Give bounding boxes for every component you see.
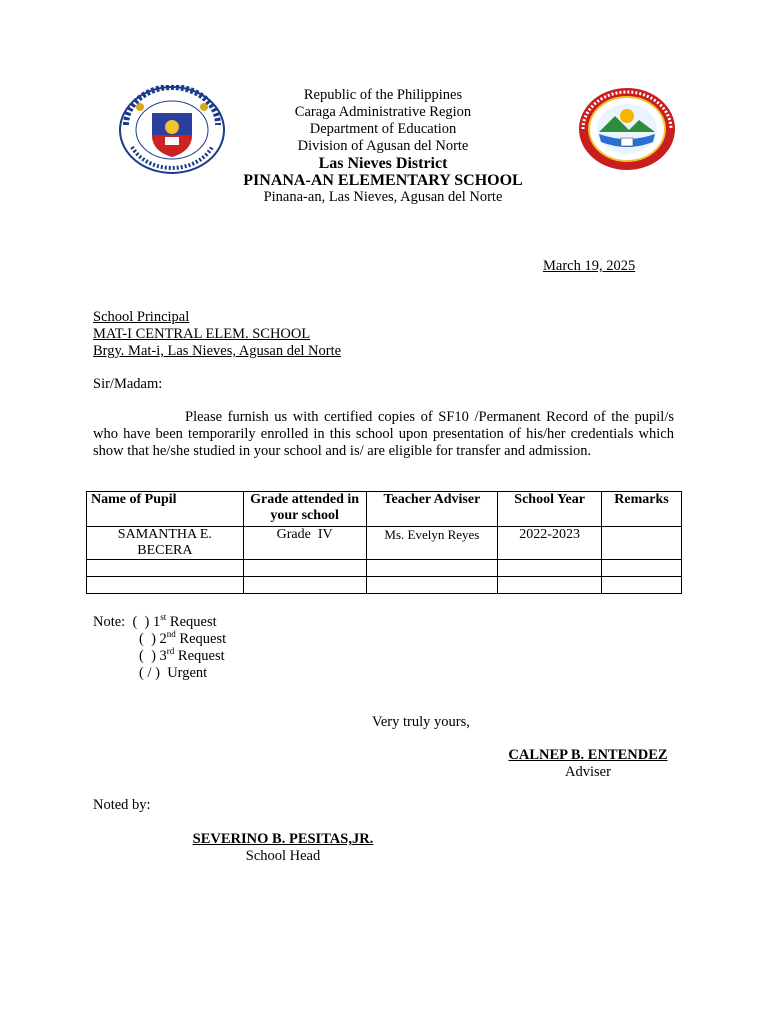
col-header-year: School Year — [498, 492, 602, 527]
closing: Very truly yours, — [372, 714, 470, 730]
empty-cell — [366, 560, 498, 577]
header-line-department: Department of Education — [309, 121, 457, 137]
recipient-title: School Principal — [93, 309, 190, 325]
empty-cell — [498, 560, 602, 577]
cell-year: 2022-2023 — [498, 527, 602, 560]
header-district: Las Nieves District — [318, 155, 448, 172]
division-seal-logo — [577, 86, 677, 177]
recipient-address: Brgy. Mat-i, Las Nieves, Agusan del Norte — [93, 343, 342, 359]
empty-cell — [243, 560, 366, 577]
note-option-3-text: Request — [174, 648, 225, 664]
table-row — [87, 560, 682, 577]
note-option-3-num: 3 — [159, 648, 167, 664]
empty-cell — [498, 577, 602, 594]
empty-cell — [602, 577, 682, 594]
note-label: Note: — [93, 614, 126, 630]
empty-cell — [366, 577, 498, 594]
school-head-name: SEVERINO B. PESITAS,JR. — [192, 831, 374, 847]
table-row — [87, 527, 682, 560]
letter-body-text: Please furnish us with certified copies of SF10 /Permanent Record of the pupil/s who have been temporarily enrolled in this school upon presentation of his/her credentials which show that he/she studied in your school and is/ are eligible for transfer and admission. — [93, 409, 674, 459]
recipient-school: MAT-I CENTRAL ELEM. SCHOOL — [93, 326, 311, 342]
letter-date: March 19, 2025 — [543, 258, 636, 274]
salutation: Sir/Madam: — [93, 376, 163, 392]
header-school-address: Pinana-an, Las Nieves, Agusan del Norte — [263, 189, 503, 205]
col-header-remarks: Remarks — [602, 492, 682, 527]
signature-block-school-head — [186, 831, 380, 865]
empty-cell — [243, 577, 366, 594]
header-line-republic: Republic of the Philippines — [303, 87, 463, 103]
note-option-1-num: 1 — [153, 614, 161, 630]
note-option-3 — [93, 648, 226, 665]
empty-cell — [602, 560, 682, 577]
cell-grade: Grade IV — [243, 527, 366, 560]
note-option-3-sup: rd — [166, 646, 175, 657]
header-line-region: Caraga Administrative Region — [294, 104, 472, 120]
noted-by-label: Noted by: — [93, 797, 151, 813]
adviser-name: CALNEP B. ENTENDEZ — [508, 747, 668, 763]
note-option-2-text: Request — [175, 631, 227, 647]
note-option-1 — [93, 614, 226, 631]
col-header-grade: Grade attended in your school — [243, 492, 366, 527]
note-option-urgent — [93, 665, 226, 682]
school-head-title: School Head — [245, 848, 321, 864]
request-note — [93, 614, 226, 682]
letter-body — [93, 409, 674, 460]
table-row — [87, 577, 682, 594]
checkbox-2nd: ( ) — [139, 631, 156, 647]
col-header-adviser: Teacher Adviser — [366, 492, 498, 527]
adviser-title: Adviser — [565, 764, 611, 780]
note-option-urgent-text: Urgent — [167, 665, 208, 681]
header-school-name: PINANA-AN ELEMENTARY SCHOOL — [243, 172, 523, 189]
note-option-2 — [93, 631, 226, 648]
note-option-2-num: 2 — [159, 631, 167, 647]
col-header-name: Name of Pupil — [87, 492, 244, 527]
cell-pupil-name — [87, 527, 244, 560]
cell-remarks — [602, 527, 682, 560]
note-option-1-sup: st — [160, 612, 167, 623]
checkbox-urgent: ( / ) — [139, 665, 160, 681]
header-line-division: Division of Agusan del Norte — [297, 138, 469, 154]
note-option-1-text: Request — [166, 614, 217, 630]
note-option-2-sup: nd — [166, 629, 176, 640]
table-header-row — [87, 492, 682, 527]
cell-adviser: Ms. Evelyn Reyes — [366, 527, 498, 560]
cell-pupil-name-line2: BECERA — [137, 543, 193, 558]
recipient-block — [93, 309, 341, 360]
empty-cell — [87, 577, 244, 594]
cell-pupil-name-line1: SAMANTHA E. — [117, 527, 212, 542]
pupil-table — [86, 491, 682, 594]
empty-cell — [87, 560, 244, 577]
checkbox-3rd: ( ) — [139, 648, 156, 664]
letterhead — [200, 87, 566, 206]
signature-block-adviser — [503, 747, 673, 781]
checkbox-1st: ( ) — [132, 614, 150, 630]
